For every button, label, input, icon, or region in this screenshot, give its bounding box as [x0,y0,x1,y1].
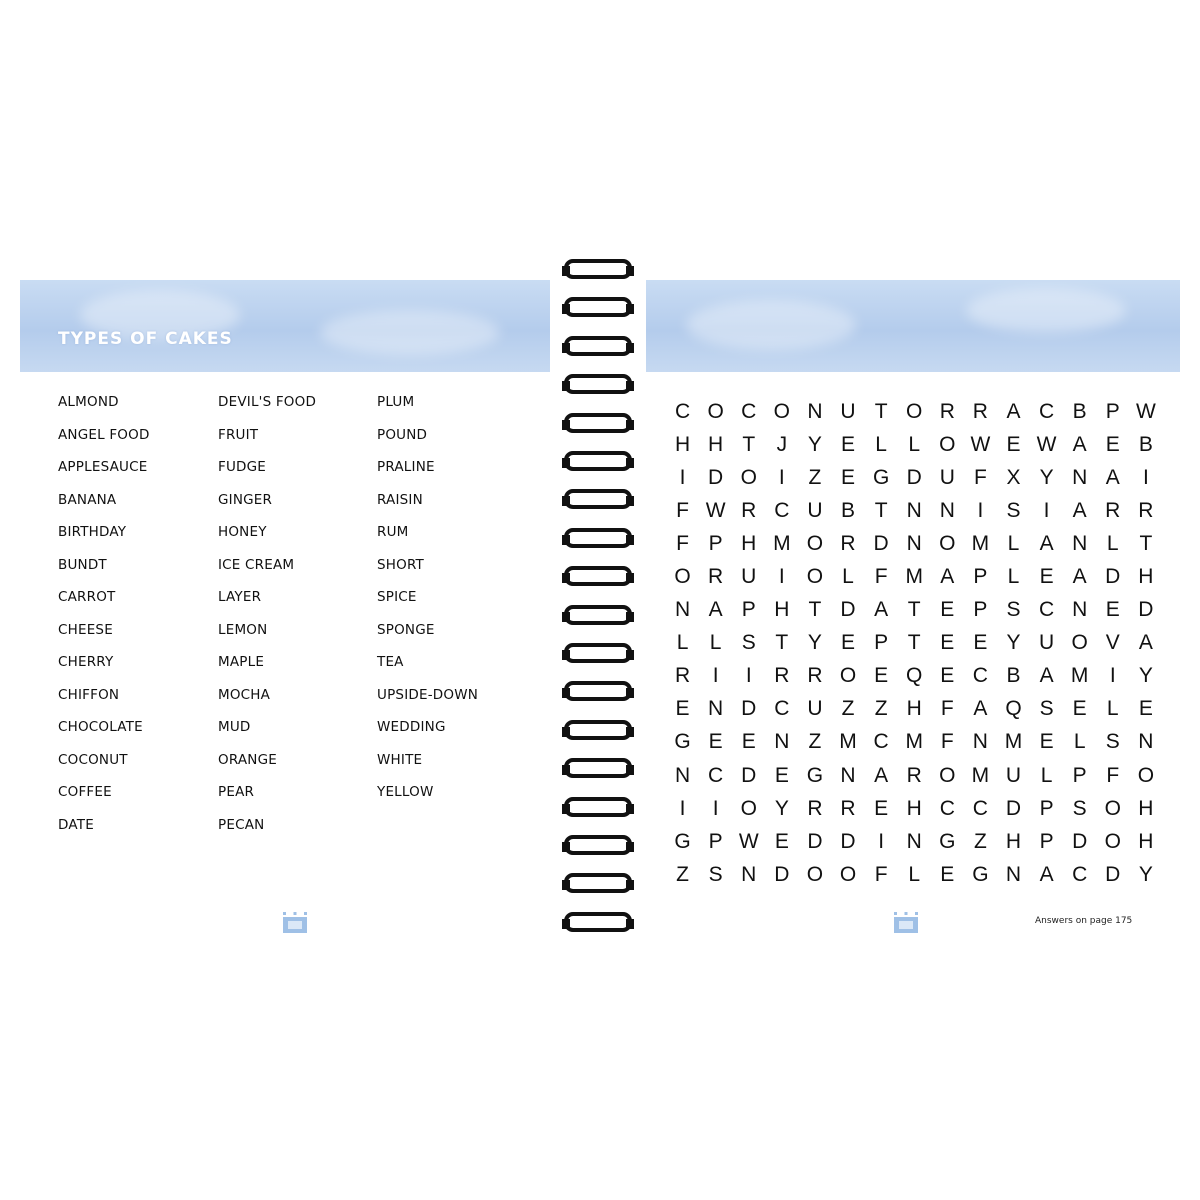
grid-letter: I [679,796,686,820]
grid-letter: B [841,498,856,522]
grid-letter: U [741,565,757,589]
grid-letter: I [679,465,686,489]
grid-letter: G [674,829,691,853]
grid-letter: E [1105,598,1120,622]
spiral-coil [560,911,636,933]
word-list-item: PLUM [377,394,415,410]
grid-letter: R [674,664,691,688]
grid-letter: T [907,631,921,655]
grid-letter: P [741,598,756,622]
grid-letter: D [774,862,790,886]
grid-letter: R [807,664,823,688]
grid-letter: M [971,763,990,787]
grid-letter: S [741,631,756,655]
answers-note: Answers on page 175 [1035,916,1133,926]
grid-letter: Z [874,697,888,721]
grid-letter: P [708,531,723,555]
grid-letter: A [874,598,889,622]
title-banner-right [646,280,1180,372]
grid-letter: E [708,730,723,754]
grid-letter: I [1109,664,1116,688]
grid-letter: N [1138,730,1154,754]
grid-letter: O [707,399,724,423]
spiral-coil [560,565,636,587]
grid-letter: Q [906,664,923,688]
grid-letter: R [708,565,724,589]
word-list-item: UPSIDE-DOWN [377,686,479,703]
grid-letter: W [705,498,726,522]
word-list-item: LEMON [218,621,268,638]
grid-letter: L [1073,730,1086,754]
grid-letter: Y [1039,465,1054,489]
grid-letter: R [840,531,856,555]
grid-letter: I [745,664,752,688]
grid-letter: P [973,598,988,622]
word-list-column-2 [218,392,316,847]
grid-letter: E [774,829,789,853]
word-list-item: ORANGE [218,751,277,768]
grid-letter: Q [1005,697,1022,721]
grid-letter: F [940,697,954,721]
grid-letter: Z [808,730,822,754]
grid-letter: T [1139,531,1153,555]
word-list-item: MAPLE [218,654,265,670]
grid-letter: R [939,399,955,423]
grid-letter: A [1039,862,1054,886]
grid-letter: A [1105,465,1120,489]
spiral-coil [560,296,636,318]
grid-letter: Z [676,862,689,886]
grid-letter: S [1006,498,1021,522]
grid-letter: S [1006,598,1021,622]
word-list-item: RAISIN [377,491,423,508]
grid-letter: B [1006,664,1021,688]
grid-letter: C [674,399,691,423]
word-list-item: CHEESE [58,621,113,638]
grid-letter: N [1072,531,1088,555]
grid-letter: E [675,697,690,721]
grid-letter: D [1105,565,1121,589]
grid-letter: D [873,531,889,555]
grid-letter: N [906,498,922,522]
grid-letter: J [776,432,788,456]
spiral-coil [560,796,636,818]
grid-letter: O [906,399,923,423]
grid-letter: E [940,862,955,886]
grid-letter: R [840,796,856,820]
spiral-coil [560,834,636,856]
word-list-column-1 [58,392,150,847]
spiral-coil [560,719,636,741]
grid-letter: Y [1138,664,1153,688]
spiral-coil [560,488,636,510]
grid-letter: S [1039,697,1054,721]
grid-letter: T [775,631,789,655]
grid-letter: Z [973,829,987,853]
spiral-coil [560,335,636,357]
grid-letter: H [1138,829,1154,853]
word-list-item: BUNDT [58,556,107,573]
word-list-item: FRUIT [218,426,259,443]
grid-letter: L [1106,531,1119,555]
grid-letter: L [875,432,887,456]
grid-letter: D [1138,598,1154,622]
grid-letter: A [1039,664,1054,688]
grid-letter: E [1138,697,1153,721]
grid-letter: D [1072,829,1088,853]
grid-letter: A [940,565,955,589]
crown-icon [893,910,919,934]
grid-letter: C [1072,862,1088,886]
grid-letter: O [740,465,757,489]
word-list-item: COCONUT [58,751,128,768]
grid-letter: P [874,631,889,655]
grid-letter: S [1072,796,1087,820]
word-list-item: DEVIL'S FOOD [218,394,317,410]
grid-letter: O [1104,796,1121,820]
grid-letter: O [1104,829,1121,853]
spiral-coil [560,258,636,280]
grid-letter: S [1105,730,1120,754]
word-list-item: WEDDING [377,719,446,735]
grid-letter: C [972,796,988,820]
grid-letter: W [1135,399,1156,423]
grid-letter: O [674,565,691,589]
grid-letter: X [1006,465,1021,489]
grid-letter: M [773,531,791,555]
grid-letter: O [773,399,790,423]
grid-letter: O [939,531,956,555]
grid-letter: E [1006,432,1021,456]
word-list-item: GINGER [218,491,273,508]
grid-letter: D [807,829,823,853]
grid-letter: L [709,631,722,655]
grid-letter: T [808,598,822,622]
grid-letter: D [1105,862,1121,886]
grid-letter: R [1138,498,1154,522]
grid-letter: A [708,598,723,622]
grid-letter: F [940,730,954,754]
grid-letter: H [906,796,922,820]
spiral-coil [560,527,636,549]
spiral-coil [560,642,636,664]
grid-letter: C [774,498,790,522]
grid-letter: N [674,598,691,622]
grid-letter: V [1105,631,1120,655]
grid-letter: I [778,465,785,489]
grid-letter: H [674,432,691,456]
grid-letter: T [907,598,921,622]
grid-letter: U [840,399,856,423]
grid-letter: C [972,664,988,688]
word-list-item: FUDGE [218,459,267,475]
word-list-item: CARROT [58,589,116,605]
word-list-column-3 [377,392,478,815]
word-list-item: APPLESAUCE [58,459,148,475]
grid-letter: I [977,498,984,522]
grid-letter: L [1007,565,1020,589]
grid-letter: D [741,763,757,787]
grid-letter: I [712,664,719,688]
spiral-coil [560,872,636,894]
grid-letter: N [708,697,724,721]
crown-icon [282,910,308,934]
word-list-item: SPICE [377,589,417,605]
grid-letter: G [806,763,824,787]
word-list-item: ICE CREAM [218,556,295,573]
grid-letter: N [1072,465,1088,489]
grid-letter: E [1039,730,1054,754]
grid-letter: E [874,796,889,820]
grid-letter: F [1106,763,1120,787]
grid-letter: H [741,531,757,555]
grid-letter: P [1105,399,1120,423]
grid-letter: M [839,730,857,754]
grid-letter: F [874,862,888,886]
grid-letter: I [1043,498,1050,522]
grid-letter: C [708,763,724,787]
grid-letter: N [741,862,757,886]
grid-letter: D [708,465,724,489]
grid-letter: O [806,565,824,589]
grid-letter: Z [808,465,822,489]
grid-letter: E [940,631,955,655]
word-list-item: PEAR [218,784,255,800]
word-list-item: RUM [377,524,409,540]
grid-letter: L [908,862,921,886]
grid-letter: M [1070,664,1089,688]
grid-letter: H [1005,829,1022,853]
grid-letter: O [839,862,857,886]
grid-letter: D [741,697,757,721]
grid-letter: H [906,697,922,721]
grid-letter: A [1039,531,1054,555]
grid-letter: C [939,796,955,820]
grid-letter: N [774,730,790,754]
word-list-item: SPONGE [377,621,435,638]
grid-letter: E [841,432,856,456]
grid-letter: D [840,829,856,853]
grid-letter: S [708,862,723,886]
word-list-item: MUD [218,719,251,735]
grid-letter: L [842,565,854,589]
grid-letter: O [839,664,857,688]
grid-letter: A [1072,498,1087,522]
grid-letter: T [874,498,888,522]
grid-letter: A [1072,432,1087,456]
grid-letter: L [676,631,689,655]
grid-letter: U [807,498,823,522]
grid-letter: H [1138,796,1154,820]
word-list-item: CHOCOLATE [58,719,143,735]
word-list-item: ALMOND [58,394,119,410]
grid-letter: C [873,730,889,754]
grid-letter: Y [807,432,822,456]
grid-letter: R [807,796,823,820]
grid-letter: M [905,565,923,589]
word-list-item: PECAN [218,816,265,833]
grid-letter: B [1072,399,1087,423]
grid-letter: G [674,730,691,754]
grid-letter: M [1004,730,1023,754]
grid-letter: U [1038,631,1055,655]
grid-letter: B [1138,432,1153,456]
grid-letter: W [738,829,759,853]
grid-letter: G [939,829,956,853]
grid-letter: U [1005,763,1022,787]
grid-letter: L [1106,697,1119,721]
grid-letter: L [1007,531,1020,555]
grid-letter: G [872,465,890,489]
grid-letter: E [841,631,856,655]
grid-letter: A [1138,631,1153,655]
word-list-item: CHERRY [58,654,114,670]
grid-letter: T [874,399,888,423]
grid-letter: F [874,565,888,589]
grid-letter: N [674,763,691,787]
grid-letter: D [1005,796,1022,820]
grid-letter: N [807,399,823,423]
grid-letter: O [1071,631,1088,655]
grid-letter: P [1039,829,1054,853]
grid-letter: R [741,498,757,522]
grid-letter: O [1137,763,1155,787]
spiral-coil [560,604,636,626]
grid-letter: E [1039,565,1054,589]
grid-letter: Y [1138,862,1153,886]
word-list-item: HONEY [218,524,267,540]
grid-letter: E [940,598,955,622]
word-list-item: POUND [377,426,428,443]
word-list-item: SHORT [377,556,424,573]
grid-letter: C [774,697,790,721]
page-title: TYPES OF CAKES [58,329,233,349]
grid-letter: I [778,565,785,589]
grid-letter: O [939,763,956,787]
grid-letter: F [973,465,987,489]
spiral-coil [560,680,636,702]
grid-letter: E [973,631,988,655]
title-banner-left [20,280,550,372]
grid-letter: Y [807,631,822,655]
grid-letter: U [939,465,955,489]
grid-letter: M [971,531,990,555]
grid-letter: E [741,730,756,754]
grid-letter: L [1040,763,1053,787]
grid-letter: I [712,796,719,820]
grid-letter: C [741,399,757,423]
grid-letter: N [906,829,922,853]
word-list-item: LAYER [218,589,262,605]
grid-letter: O [806,531,824,555]
grid-letter: A [1072,565,1087,589]
grid-letter: O [806,862,824,886]
spiral-coil [560,373,636,395]
grid-letter: R [906,763,922,787]
grid-letter: N [840,763,856,787]
word-list-item: MOCHA [218,686,271,703]
grid-letter: T [742,432,756,456]
spiral-coil [560,412,636,434]
grid-letter: W [1036,432,1057,456]
grid-letter: D [840,598,856,622]
grid-letter: N [906,531,922,555]
grid-letter: E [774,763,789,787]
grid-letter: M [905,730,923,754]
grid-letter: A [1006,399,1021,423]
grid-letter: Y [774,796,789,820]
grid-letter: P [1072,763,1087,787]
grid-letter: L [908,432,921,456]
grid-letter: C [1038,598,1055,622]
grid-letter: E [874,664,889,688]
grid-letter: O [939,432,956,456]
word-list-item: ANGEL FOOD [58,426,150,443]
grid-letter: E [1072,697,1087,721]
grid-letter: F [676,498,689,522]
grid-letter: R [774,664,790,688]
word-list-item: YELLOW [377,784,434,800]
grid-letter: E [940,664,955,688]
grid-letter: P [1039,796,1054,820]
word-list-item: CHIFFON [58,686,120,703]
word-search-grid [666,395,1162,891]
grid-letter: F [676,531,689,555]
grid-letter: A [874,763,889,787]
word-list-item: BIRTHDAY [58,524,127,540]
grid-letter: R [972,399,988,423]
grid-letter: I [878,829,885,853]
grid-letter: E [1105,432,1120,456]
word-list-item: BANANA [58,491,117,508]
grid-letter: N [1072,598,1088,622]
word-list-item: WHITE [377,751,423,768]
spiral-binding [560,258,640,948]
grid-letter: W [970,432,991,456]
grid-letter: C [1038,399,1055,423]
grid-letter: H [708,432,724,456]
grid-letter: G [972,862,989,886]
grid-letter: I [1142,465,1149,489]
grid-letter: O [740,796,757,820]
grid-letter: N [939,498,955,522]
grid-letter: P [708,829,723,853]
spiral-coil [560,757,636,779]
word-list-item: DATE [58,816,94,833]
grid-letter: P [973,565,988,589]
grid-letter: H [774,598,790,622]
grid-letter: A [973,697,988,721]
word-list-item: TEA [377,654,404,670]
spiral-coil [560,450,636,472]
grid-letter: N [1005,862,1022,886]
grid-letter: H [1138,565,1154,589]
grid-letter: R [1105,498,1121,522]
grid-letter: D [906,465,922,489]
grid-letter: E [841,465,856,489]
grid-letter: U [807,697,823,721]
grid-letter: Z [841,697,855,721]
grid-letter: Y [1006,631,1021,655]
word-list-item: COFFEE [58,784,112,800]
grid-letter: N [972,730,988,754]
word-list-item: PRALINE [377,459,435,475]
